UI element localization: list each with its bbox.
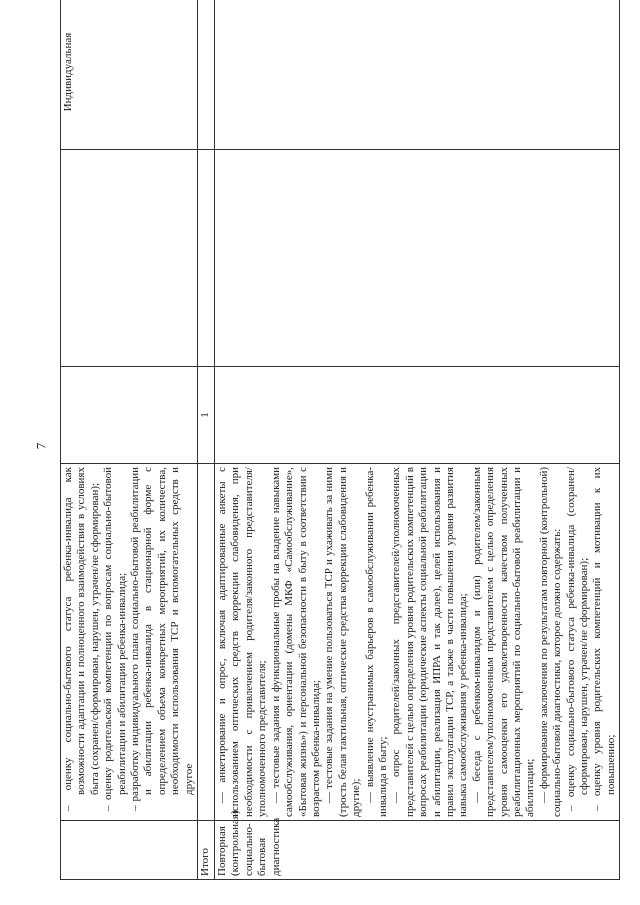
- empty-cell: [61, 150, 198, 367]
- count-cell: [61, 367, 198, 464]
- dash: –: [102, 805, 115, 811]
- list-item: [129, 467, 196, 817]
- total-row: [198, 0, 215, 880]
- content-cell: [61, 464, 198, 821]
- dash: –: [62, 805, 74, 811]
- paragraph: — беседа с ребенком-инвалидом и (или) родителем/законным представителем/уполномоченным представителем с целью определения уровня самооценки его удовлетворенности качеством полученных реабилитационных мероприятий по социально-бытовой реабилитации и абилитации;: [470, 467, 537, 817]
- item-text: оценку родительской компетенции по вопросам социально-бытовой реабилитации и абилитации ребенка-инвалида;: [102, 467, 128, 801]
- empty-cell: [61, 821, 198, 880]
- total-count: 1: [198, 367, 215, 464]
- table-row: [215, 0, 620, 880]
- paragraph: — формирование заключения по результатам повторной (контрольной) социально-бытовой диагностики, которое должно содержать:: [537, 467, 564, 817]
- page-number: 7: [33, 442, 49, 450]
- empty-cell: [215, 367, 620, 464]
- paragraph: — тестовые задания на умение пользоваться ТСР и ухаживать за ними (трость белая тактильная, оптические средства коррекции слабовидения и другие);: [323, 467, 363, 817]
- repeat-label: Повторная (контрольная) социально-бытовая диагностика: [215, 821, 620, 880]
- form-cell: [61, 0, 198, 150]
- paragraph: — анкетирование и опрос, включая адаптированные анкеты с использованием оптических средств коррекции слабовидения, при необходимости с привлечением родителя/законного представителя/уполномоченного представителя;: [216, 467, 269, 817]
- empty-cell: [198, 464, 215, 821]
- empty-cell: [215, 150, 620, 367]
- rotated-table-page: [60, 30, 617, 880]
- dash: –: [129, 805, 142, 811]
- list-item: [102, 467, 129, 817]
- content-cell: [215, 464, 620, 821]
- paragraph: — опрос родителей/законных представителей/уполномоченных представителей с целью определения уровня родительских компетенций в вопросах реабилитации (юридические аспекты социальной реабилитации и абилитации, реализация ИПРА и так далее), целей использования и правил эксплуатации ТСР, а также в части повышения уровня развития навыка самообслуживания у ребенка-инвалида;: [390, 467, 470, 817]
- empty-cell: [215, 0, 620, 150]
- list-item: [62, 467, 102, 817]
- total-label: Итого: [198, 821, 215, 880]
- empty-cell: [198, 150, 215, 367]
- paragraph: — выявление неустранимых барьеров в самообслуживании ребенка-инвалида в быту;: [363, 467, 389, 817]
- paragraph: – оценку уровня родительских компетенций и мотивации к их повышению;: [591, 467, 617, 811]
- empty-cell: [198, 0, 215, 150]
- table-row: [61, 0, 198, 880]
- rehab-table: [60, 0, 620, 880]
- paragraph: – оценку социально-бытового статуса ребенка-инвалида (сохранен/сформирован, нарушен, утрачен/не сформирован);: [564, 467, 591, 811]
- paragraph: — тестовые задания и функциональные пробы на владение навыками самообслуживания, ориентации (домены МКФ «Самообслуживание», «Бытовая жизнь») и персональной безопасности в быту в соответствии с возрастом ребенка-инвалида;: [269, 467, 322, 817]
- form-label: Индивидуальная: [62, 32, 74, 112]
- item-text: разработку индивидуального плана социально-бытовой реабилитации и абилитации ребенка-инвалида в стационарной форме с определением объема конкретных мероприятий, их количества, необходимости использования ТСР и вспомогательных средств и другое: [129, 467, 195, 802]
- item-text: оценку социально-бытового статуса ребенка-инвалида как возможности адаптации и полноценного взаимодействия в условиях быта (сохранен/сформирован, нарушен, утрачен/не сформирован);: [62, 467, 101, 795]
